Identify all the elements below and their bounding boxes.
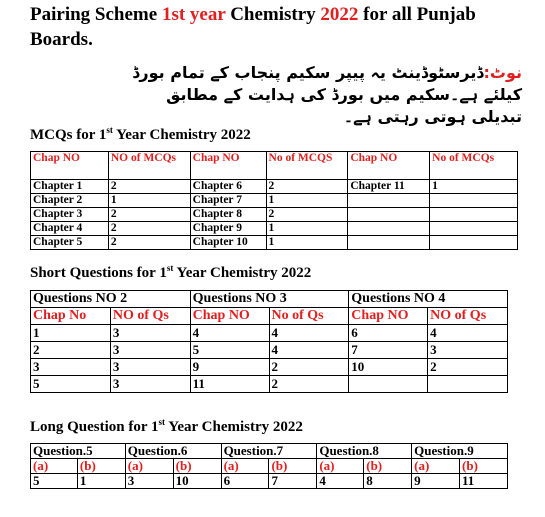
- table-cell: 9: [412, 474, 460, 489]
- table-cell: 10: [349, 359, 428, 376]
- sub-b: (b): [460, 459, 508, 474]
- mcq-col-no-2: No of MCQS: [266, 152, 348, 180]
- short-col-chap-2: Chap NO: [190, 308, 269, 325]
- long-sub-row: [31, 459, 508, 474]
- short-heading-post: Year Chemistry 2022: [173, 265, 312, 281]
- table-cell: 4: [190, 325, 269, 342]
- mcq-heading-post: Year Chemistry 2022: [112, 127, 251, 143]
- table-cell: 3: [125, 474, 173, 489]
- table-row: [31, 474, 508, 489]
- table-cell: Chapter 2: [31, 194, 109, 208]
- sub-b: (b): [269, 459, 317, 474]
- table-cell: 2: [266, 180, 348, 194]
- short-heading-sup: st: [166, 263, 174, 273]
- short-header-row: [31, 308, 508, 325]
- table-cell: 2: [108, 180, 190, 194]
- table-cell: 2: [108, 236, 190, 250]
- table-cell: 2: [269, 359, 349, 376]
- table-cell: 6: [221, 474, 269, 489]
- sub-a: (a): [125, 459, 173, 474]
- mcq-heading-pre: MCQs for 1: [30, 127, 107, 143]
- table-cell: [428, 376, 508, 393]
- table-cell: 7: [349, 342, 428, 359]
- question-6: Question.6: [125, 444, 221, 459]
- table-cell: 2: [428, 359, 508, 376]
- sub-b: (b): [77, 459, 125, 474]
- long-question-row: [31, 444, 508, 459]
- table-cell: 11: [190, 376, 269, 393]
- table-cell: 4: [317, 474, 364, 489]
- table-cell: Chapter 6: [190, 180, 266, 194]
- table-cell: 5: [190, 342, 269, 359]
- short-group-3: Questions NO 3: [190, 291, 349, 308]
- question-8: Question.8: [317, 444, 412, 459]
- table-cell: 3: [31, 359, 111, 376]
- table-cell: 2: [31, 342, 111, 359]
- table-cell: Chapter 5: [31, 236, 109, 250]
- title-part2: Chemistry: [225, 4, 321, 25]
- table-cell: [348, 236, 430, 250]
- table-cell: [430, 194, 518, 208]
- mcq-header-row: [31, 152, 518, 180]
- short-col-chap: Chap No: [31, 308, 111, 325]
- urdu-note-label: نوٹ:: [483, 63, 522, 82]
- table-cell: Chapter 7: [190, 194, 266, 208]
- short-col-qs: NO of Qs: [110, 308, 190, 325]
- long-heading-post: Year Chemistry 2022: [165, 419, 303, 435]
- table-cell: 6: [349, 325, 428, 342]
- sub-b: (b): [173, 459, 221, 474]
- short-col-chap-3: Chap NO: [349, 308, 428, 325]
- short-group-row: [31, 291, 508, 308]
- long-questions-table: [30, 443, 508, 489]
- mcq-col-no: NO of MCQs: [108, 152, 190, 180]
- table-cell: [348, 208, 430, 222]
- table-row: [31, 208, 518, 222]
- mcq-table: [30, 151, 518, 250]
- table-cell: 3: [110, 359, 190, 376]
- table-cell: 1: [266, 236, 348, 250]
- question-7: Question.7: [221, 444, 317, 459]
- table-cell: 2: [108, 208, 190, 222]
- table-cell: 9: [190, 359, 269, 376]
- table-row: [31, 342, 508, 359]
- table-cell: [430, 222, 518, 236]
- short-heading: [30, 259, 311, 282]
- title-year: 1st year: [161, 4, 226, 25]
- table-cell: 1: [266, 194, 348, 208]
- urdu-note: [130, 62, 522, 128]
- table-cell: 2: [269, 376, 349, 393]
- table-row: [31, 325, 508, 342]
- table-cell: Chapter 3: [31, 208, 109, 222]
- title-yearnum: 2022: [320, 4, 359, 25]
- table-cell: [349, 376, 428, 393]
- title-part3: for all Punjab Boards.: [30, 4, 476, 50]
- table-cell: 2: [108, 222, 190, 236]
- table-cell: 3: [428, 342, 508, 359]
- table-cell: Chapter 9: [190, 222, 266, 236]
- sub-a: (a): [412, 459, 460, 474]
- table-cell: 1: [108, 194, 190, 208]
- mcq-col-chap: Chap NO: [31, 152, 109, 180]
- table-cell: 4: [428, 325, 508, 342]
- table-row: [31, 359, 508, 376]
- urdu-note-text: ڈیرسٹوڈینٹ یہ پیپر سکیم پنجاب کے تمام بورڈ کیلئے ہے۔سکیم میں بورڈ کی ہدایت کے مطابق تبدیلی ہوتی رہتی ہے۔: [132, 63, 522, 126]
- table-cell: [348, 222, 430, 236]
- short-heading-pre: Short Questions for 1: [30, 265, 167, 281]
- table-cell: 5: [31, 474, 78, 489]
- mcq-heading-sup: st: [106, 125, 113, 135]
- table-cell: [348, 194, 430, 208]
- table-cell: 3: [110, 325, 190, 342]
- table-cell: Chapter 4: [31, 222, 109, 236]
- mcq-col-chap-3: Chap NO: [348, 152, 430, 180]
- table-row: [31, 180, 518, 194]
- table-row: [31, 222, 518, 236]
- table-cell: [430, 236, 518, 250]
- table-cell: 11: [460, 474, 508, 489]
- long-heading: [30, 413, 303, 436]
- sub-a: (a): [31, 459, 78, 474]
- table-cell: 4: [269, 342, 349, 359]
- table-cell: 5: [31, 376, 111, 393]
- mcq-col-chap-2: Chap NO: [190, 152, 266, 180]
- question-9: Question.9: [412, 444, 508, 459]
- table-cell: 1: [31, 325, 111, 342]
- table-cell: 10: [173, 474, 221, 489]
- table-cell: 2: [266, 208, 348, 222]
- short-group-2: Questions NO 2: [31, 291, 191, 308]
- table-cell: Chapter 1: [31, 180, 109, 194]
- long-heading-sup: st: [158, 417, 165, 427]
- mcq-col-no-3: No of MCQs: [430, 152, 518, 180]
- table-cell: 3: [110, 376, 190, 393]
- sub-a: (a): [317, 459, 364, 474]
- table-cell: 4: [269, 325, 349, 342]
- sub-a: (a): [221, 459, 269, 474]
- table-cell: 7: [269, 474, 317, 489]
- table-cell: 1: [77, 474, 125, 489]
- mcq-heading: [30, 121, 251, 144]
- table-cell: 1: [266, 222, 348, 236]
- table-cell: Chapter 8: [190, 208, 266, 222]
- table-cell: 3: [110, 342, 190, 359]
- short-col-qs-3: NO of Qs: [428, 308, 508, 325]
- table-cell: [430, 208, 518, 222]
- table-row: [31, 194, 518, 208]
- title-part1: Pairing Scheme: [30, 4, 162, 25]
- short-questions-table: [30, 290, 508, 393]
- short-group-4: Questions NO 4: [349, 291, 508, 308]
- long-heading-pre: Long Question for 1: [30, 419, 159, 435]
- table-row: [31, 236, 518, 250]
- sub-b: (b): [364, 459, 412, 474]
- table-cell: 8: [364, 474, 412, 489]
- table-cell: Chapter 11: [348, 180, 430, 194]
- page-title: [30, 2, 530, 52]
- table-cell: 1: [430, 180, 518, 194]
- table-row: [31, 376, 508, 393]
- table-cell: Chapter 10: [190, 236, 266, 250]
- question-5: Question.5: [31, 444, 126, 459]
- short-col-qs-2: No of Qs: [269, 308, 349, 325]
